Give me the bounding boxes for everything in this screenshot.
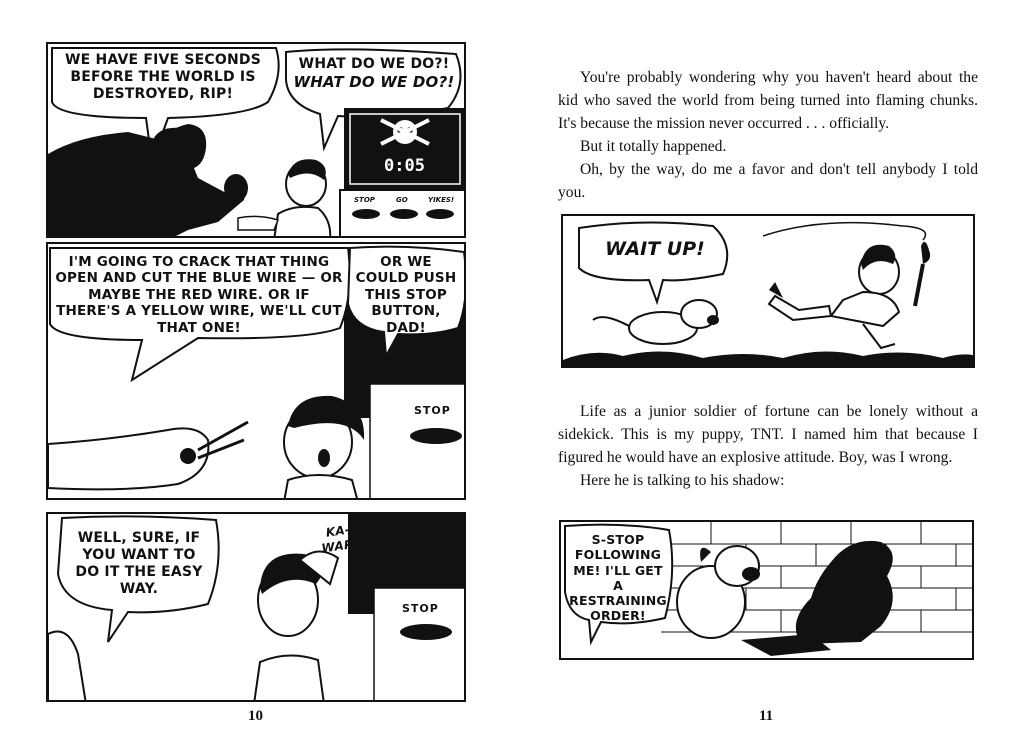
paragraph: But it totally happened.	[580, 138, 727, 155]
paragraph: You're probably wondering why you haven't heard about the kid who saved the world from being turned into flaming chunks. It's because the mission never occurred . . . officially.	[558, 69, 978, 132]
countdown-timer: 0:05	[384, 156, 425, 176]
intro-text	[558, 66, 978, 204]
speech-bubble-kid: OR WE COULD PUSH THIS STOP BUTTON, DAD!	[355, 254, 457, 336]
speech-bubble-dad: I'M GOING TO CRACK THAT THING OPEN AND CUT THE BLUE WIRE — OR MAYBE THE RED WIRE. OR IF THERE'S A YELLOW WIRE, WE'LL CUT THAT ONE!	[55, 254, 343, 336]
right-page	[512, 0, 1024, 745]
page-number: 11	[759, 708, 774, 724]
comic-panel-wait-up	[561, 214, 975, 368]
paragraph: Here he is talking to his shadow:	[580, 472, 785, 489]
sound-effect: KA-WAP!	[320, 522, 360, 556]
speech-bubble-dog: S-STOP FOLLOWING ME! I'LL GET A RESTRAINING ORDER!	[569, 532, 667, 624]
button-label-yikes: YIKES!	[428, 196, 455, 204]
page-number: 10	[248, 708, 263, 724]
comic-panel-3	[46, 512, 466, 702]
stop-button-label: STOP	[402, 602, 439, 615]
stop-button-label: STOP	[414, 404, 451, 417]
speech-bubble-kid-line1: WHAT DO WE DO?!	[298, 56, 450, 72]
speech-bubble-dad: WE HAVE FIVE SECONDS BEFORE THE WORLD IS DESTROYED, RIP!	[64, 52, 262, 103]
comic-panel-1	[46, 42, 466, 238]
speech-bubble-kid-line2: WHAT DO WE DO?!	[293, 73, 455, 92]
button-label-stop: STOP	[354, 196, 375, 204]
speech-bubble-kid	[292, 56, 456, 91]
comic-panel-shadow	[559, 520, 974, 660]
speech-bubble-dad: WELL, SURE, IF YOU WANT TO DO IT THE EASY WAY.	[75, 530, 203, 598]
paragraph: Oh, by the way, do me a favor and don't tell anybody I told you.	[558, 161, 978, 201]
paragraph: Life as a junior soldier of fortune can be lonely without a sidekick. This is my puppy, TNT. I named him that because I figured he would have an explosive attitude. Boy, was I wrong.	[558, 403, 978, 466]
sidekick-text	[558, 400, 978, 492]
speech-bubble-dog: WAIT UP!	[605, 238, 705, 260]
button-label-go: GO	[396, 196, 408, 204]
comic-panel-2	[46, 242, 466, 500]
